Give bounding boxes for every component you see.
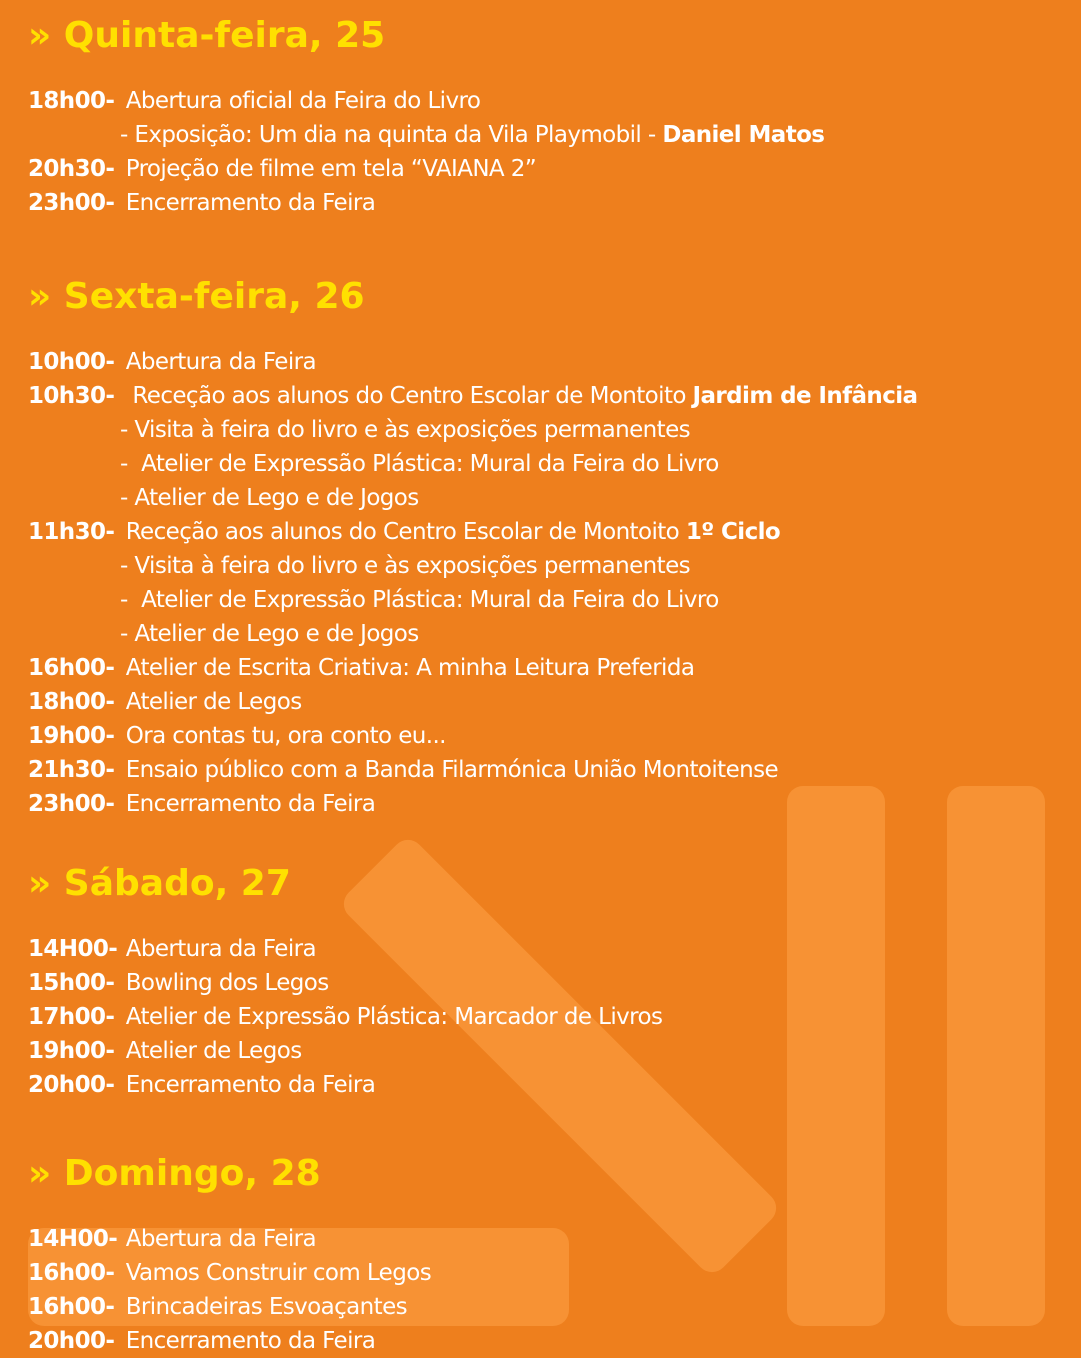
day-saturday xyxy=(28,860,1058,1102)
day-title: » Domingo, 28 xyxy=(28,1153,321,1194)
entry-text: - Atelier de Expressão Plástica: Mural da Feira do Livro xyxy=(120,587,719,613)
schedule-sub-entry xyxy=(28,118,1058,152)
entry-highlight: Jardim de Infância xyxy=(692,383,918,409)
schedule-sub-entry xyxy=(28,413,1058,447)
entry-time: 16h00- xyxy=(28,655,115,681)
day-title: » Sexta-feira, 26 xyxy=(28,276,365,317)
entry-time: 11h30- xyxy=(28,519,115,545)
entry-time: 23h00- xyxy=(28,791,115,817)
schedule-entry xyxy=(28,1324,1058,1358)
schedule-entry xyxy=(28,379,1058,413)
schedule-entry xyxy=(28,753,1058,787)
entry-text: Bowling dos Legos xyxy=(119,970,329,996)
entry-text: Receção aos alunos do Centro Escolar de Montoito xyxy=(119,519,686,545)
schedule-entry xyxy=(28,345,1058,379)
entry-text: - Atelier de Expressão Plástica: Mural da Feira do Livro xyxy=(120,451,719,477)
entry-text: Atelier de Escrita Criativa: A minha Leitura Preferida xyxy=(119,655,695,681)
entry-highlight: Daniel Matos xyxy=(662,122,825,148)
schedule-entry xyxy=(28,515,1058,549)
entry-text: Atelier de Legos xyxy=(119,689,302,715)
schedule-entry xyxy=(28,1290,1058,1324)
schedule-sub-entry xyxy=(28,583,1058,617)
schedule-sub-entry xyxy=(28,481,1058,515)
entry-text: Brincadeiras Esvoaçantes xyxy=(119,1294,407,1320)
entry-time: 16h00- xyxy=(28,1260,115,1286)
entry-time: 18h00- xyxy=(28,689,115,715)
entry-time: 23h00- xyxy=(28,190,115,216)
entry-text: Encerramento da Feira xyxy=(119,791,376,817)
entry-time: 19h00- xyxy=(28,723,115,749)
schedule-sub-entry xyxy=(28,447,1058,481)
schedule-entry xyxy=(28,84,1058,118)
entry-time: 20h30- xyxy=(28,156,115,182)
entry-time: 20h00- xyxy=(28,1072,115,1098)
day-title: » Sábado, 27 xyxy=(28,863,291,904)
schedule-entry xyxy=(28,651,1058,685)
entry-text: Encerramento da Feira xyxy=(119,190,376,216)
schedule-entry xyxy=(28,685,1058,719)
entry-time: 15h00- xyxy=(28,970,115,996)
schedule-entry xyxy=(28,1068,1058,1102)
entry-text: Abertura oficial da Feira do Livro xyxy=(119,88,481,114)
entry-time: 10h00- xyxy=(28,349,115,375)
entry-text: Encerramento da Feira xyxy=(119,1072,376,1098)
entry-highlight: 1º Ciclo xyxy=(685,519,781,545)
entry-text: - Exposição: Um dia na quinta da Vila Playmobil - xyxy=(120,122,663,148)
schedule-entry xyxy=(28,719,1058,753)
entry-text: Vamos Construir com Legos xyxy=(119,1260,432,1286)
entry-text: Encerramento da Feira xyxy=(119,1328,376,1354)
day-thursday xyxy=(28,12,1058,220)
entry-time: 18h00- xyxy=(28,88,115,114)
schedule-entry xyxy=(28,932,1058,966)
entry-text: - Atelier de Lego e de Jogos xyxy=(120,485,419,511)
day-title: » Quinta-feira, 25 xyxy=(28,15,386,56)
entry-time: 16h00- xyxy=(28,1294,115,1320)
entry-text: Ora contas tu, ora conto eu... xyxy=(119,723,446,749)
schedule-sub-entry xyxy=(28,549,1058,583)
schedule-sub-entry xyxy=(28,617,1058,651)
entry-text: Ensaio público com a Banda Filarmónica União Montoitense xyxy=(119,757,779,783)
entry-text: Abertura da Feira xyxy=(119,936,316,962)
entry-text: - Visita à feira do livro e às exposições permanentes xyxy=(120,417,691,443)
entry-text: Atelier de Expressão Plástica: Marcador de Livros xyxy=(119,1004,663,1030)
schedule-entry xyxy=(28,1256,1058,1290)
schedule-entry xyxy=(28,1034,1058,1068)
day-friday xyxy=(28,273,1058,821)
schedule-entry xyxy=(28,152,1058,186)
schedule-entry xyxy=(28,966,1058,1000)
entry-time: 10h30- xyxy=(28,383,115,409)
entry-text: Abertura da Feira xyxy=(119,1226,316,1252)
entry-text: - Visita à feira do livro e às exposições permanentes xyxy=(120,553,691,579)
schedule-entry xyxy=(28,787,1058,821)
schedule-entry xyxy=(28,1222,1058,1256)
entry-time: 21h30- xyxy=(28,757,115,783)
entry-time: 14H00- xyxy=(28,936,118,962)
entry-time: 19h00- xyxy=(28,1038,115,1064)
entry-text: Abertura da Feira xyxy=(119,349,316,375)
entry-text: - Atelier de Lego e de Jogos xyxy=(120,621,419,647)
entry-text: Atelier de Legos xyxy=(119,1038,302,1064)
schedule-entry xyxy=(28,186,1058,220)
entry-time: 14H00- xyxy=(28,1226,118,1252)
entry-time: 20h00- xyxy=(28,1328,115,1354)
entry-text: Projeção de filme em tela “VAIANA 2” xyxy=(119,156,537,182)
entry-time: 17h00- xyxy=(28,1004,115,1030)
entry-text: Receção aos alunos do Centro Escolar de Montoito xyxy=(119,383,693,409)
schedule-entry xyxy=(28,1000,1058,1034)
day-sunday xyxy=(28,1150,1058,1358)
